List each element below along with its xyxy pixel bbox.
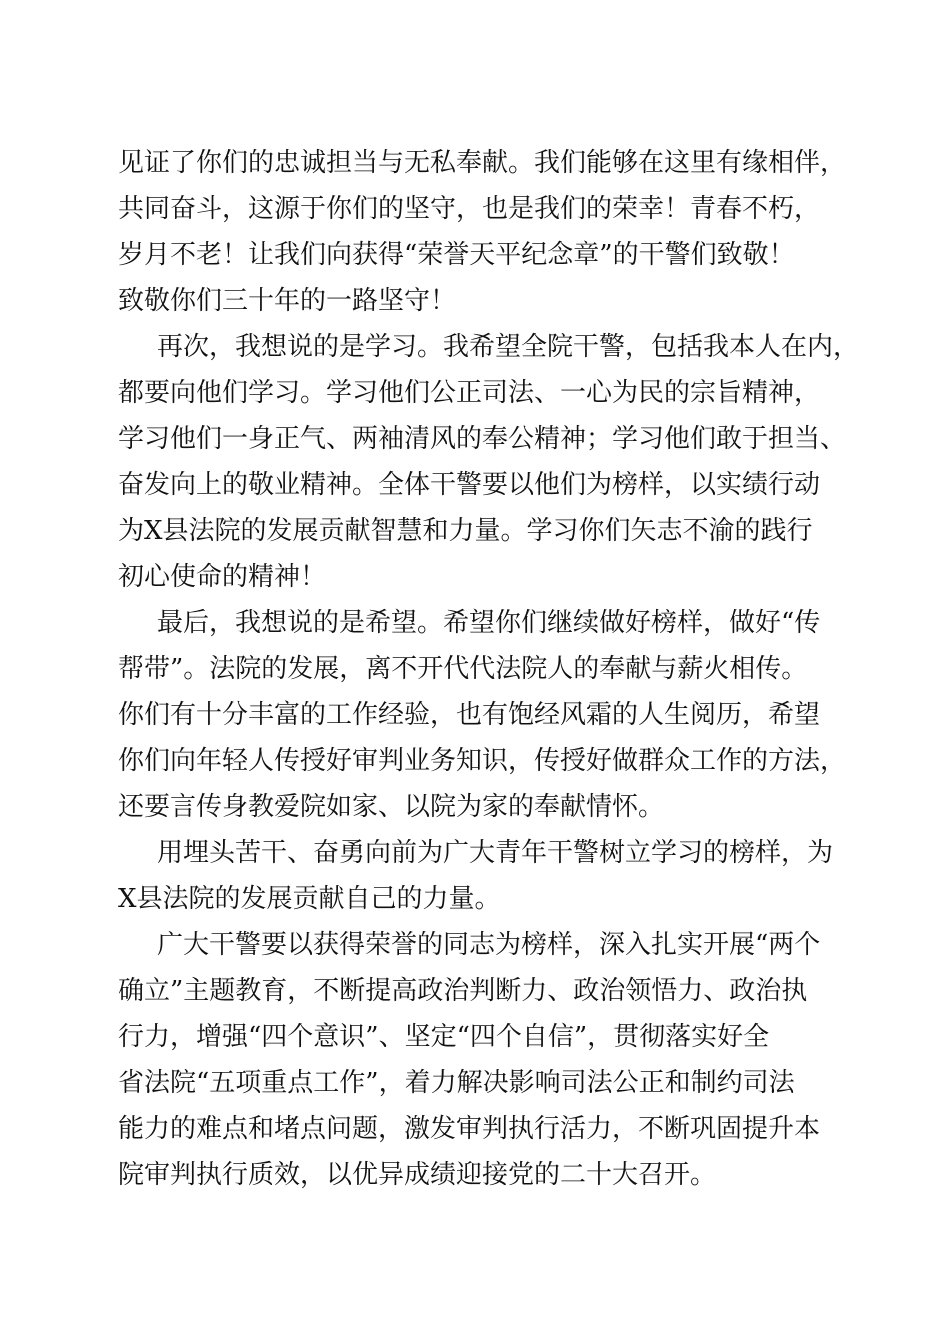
text-line: 你们向年轻人传授好审判业务知识，传授好做群众工作的方法， bbox=[118, 746, 847, 776]
text-line: 见证了你们的忠诚担当与无私奉献。我们能够在这里有缘相伴， bbox=[118, 148, 847, 178]
text-line: 还要言传身教爱院如家、以院为家的奉献情怀。 bbox=[118, 792, 665, 822]
text-line: 帮带”。法院的发展，离不开代代法院人的奉献与薪火相传。 bbox=[118, 654, 808, 684]
text-line: 行力，增强“四个意识”、坚定“四个自信”，贯彻落实好全 bbox=[118, 1022, 770, 1052]
paragraph-first-line: 最后，我想说的是希望。希望你们继续做好榜样，做好“传 bbox=[157, 608, 821, 638]
paragraph-first-line: 再次，我想说的是学习。我希望全院干警，包括我本人在内， bbox=[157, 332, 860, 362]
text-line: 能力的难点和堵点问题，激发审判执行活力，不断巩固提升本 bbox=[118, 1114, 821, 1144]
paragraph-first-line: 广大干警要以获得荣誉的同志为榜样，深入扎实开展“两个 bbox=[157, 930, 821, 960]
text-line: 为X县法院的发展贡献智慧和力量。学习你们矢志不渝的践行 bbox=[118, 516, 813, 546]
text-line: 共同奋斗，这源于你们的坚守，也是我们的荣幸！青春不朽， bbox=[118, 194, 821, 224]
text-line: 都要向他们学习。学习他们公正司法、一心为民的宗旨精神， bbox=[118, 378, 821, 408]
text-line: 确立”主题教育，不断提高政治判断力、政治领悟力、政治执 bbox=[118, 976, 808, 1006]
paragraph-first-line: 用埋头苦干、奋勇向前为广大青年干警树立学习的榜样，为 bbox=[157, 838, 834, 868]
text-line: 你们有十分丰富的工作经验，也有饱经风霜的人生阅历，希望 bbox=[118, 700, 821, 730]
text-line: 省法院“五项重点工作”，着力解决影响司法公正和制约司法 bbox=[118, 1068, 795, 1098]
text-line: 岁月不老！让我们向获得“荣誉天平纪念章”的干警们致敬！ bbox=[118, 240, 795, 270]
text-line: 学习他们一身正气、两袖清风的奉公精神；学习他们敢于担当、 bbox=[118, 424, 847, 454]
text-line: 初心使命的精神！ bbox=[118, 562, 327, 592]
text-line: 院审判执行质效，以优异成绩迎接党的二十大召开。 bbox=[118, 1160, 717, 1190]
document-body bbox=[118, 140, 860, 1198]
text-line: X县法院的发展贡献自己的力量。 bbox=[118, 884, 501, 914]
text-line: 致敬你们三十年的一路坚守！ bbox=[118, 286, 457, 316]
text-line: 奋发向上的敬业精神。全体干警要以他们为榜样，以实绩行动 bbox=[118, 470, 821, 500]
